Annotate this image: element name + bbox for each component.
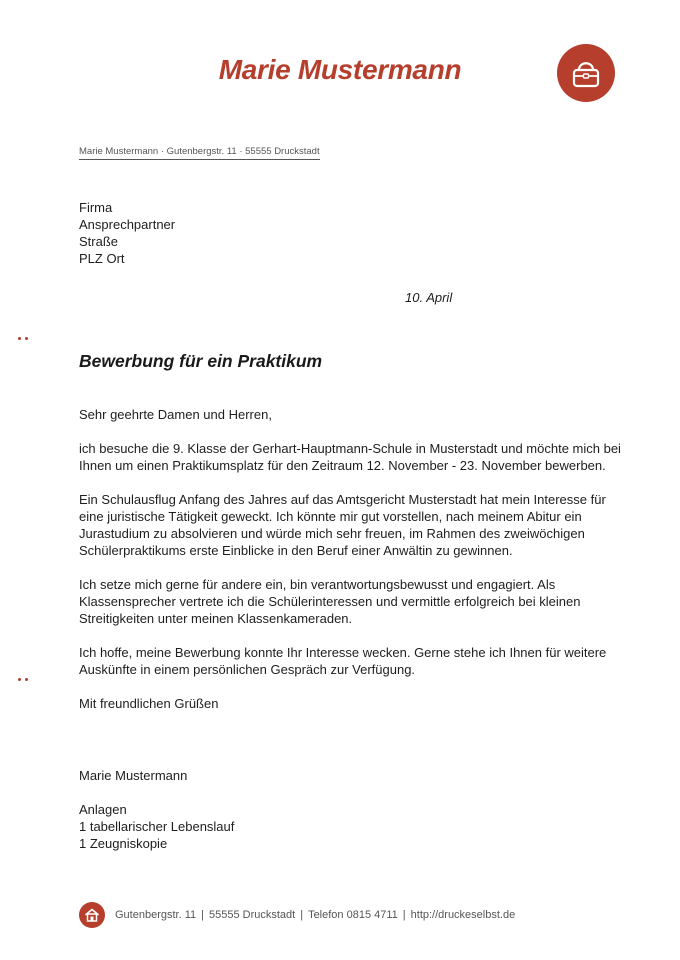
paragraph-line: Ich setze mich gerne für andere ein, bin verantwortungsbewusst und engagiert. Als <box>79 577 556 592</box>
paragraph-line: ich besuche die 9. Klasse der Gerhart-Hauptmann-Schule in Musterstadt und möchte mich bei <box>79 441 621 456</box>
paragraph-1 <box>79 440 639 474</box>
footer-separator: | <box>300 909 304 921</box>
recipient-city: PLZ Ort <box>79 251 125 266</box>
attachments-title: Anlagen <box>79 802 127 817</box>
paragraph-2 <box>79 491 639 559</box>
paragraph-line: eine juristische Tätigkeit geweckt. Ich könnte mir gut vorstellen, nach meinem Abitur ein <box>79 509 582 524</box>
letter-body <box>79 406 639 729</box>
letter-date: 10. April <box>405 290 453 305</box>
house-icon <box>79 902 105 928</box>
closing: Mit freundlichen Grüßen <box>79 696 219 711</box>
paragraph-line: Klassensprecher vertrete ich die Schülerinteressen und vermittle erfolgreich bei kleinen <box>79 594 581 609</box>
paragraph-3 <box>79 576 639 627</box>
footer-phone: Telefon 0815 4711 <box>308 909 398 921</box>
footer-city: 55555 Druckstadt <box>208 909 296 921</box>
paragraph-line: Ein Schulausflug Anfang des Jahres auf das Amtsgericht Musterstadt hat mein Interesse für <box>79 492 606 507</box>
paragraph-line: Auskünfte in einem persönlichen Gespräch zur Verfügung. <box>79 662 416 677</box>
logo-badge <box>557 44 615 102</box>
attachment-item: 1 tabellarischer Lebenslauf <box>79 819 235 834</box>
paragraph-line: Jurastudium zu absolvieren und würde mich sehr freuen, im Rahmen des zweiwöchigen <box>79 526 585 541</box>
paragraph-line: Streitigkeiten unter meinen Klassenkameraden. <box>79 611 353 626</box>
sender-address-line: Marie Mustermann · Gutenbergstr. 11 · 55555 Druckstadt <box>79 146 320 160</box>
fold-mark-bottom <box>18 678 30 682</box>
footer-separator: | <box>201 909 204 921</box>
recipient-company: Firma <box>79 200 113 215</box>
paragraph-line: Schülerpraktikums erste Einblicke in den Beruf einer Anwältin zu gewinnen. <box>79 543 513 558</box>
footer-badge <box>79 902 105 928</box>
recipient-street: Straße <box>79 234 119 249</box>
sender-name-heading: Marie Mustermann <box>218 54 462 85</box>
recipient-address <box>79 199 175 267</box>
paragraph-4 <box>79 644 639 678</box>
footer-website[interactable]: http://druckeselbst.de <box>410 909 516 921</box>
handbag-icon <box>557 44 615 102</box>
salutation: Sehr geehrte Damen und Herren, <box>79 407 272 422</box>
attachments <box>79 801 234 852</box>
fold-mark-top <box>18 337 30 341</box>
attachment-item: 1 Zeugniskopie <box>79 836 168 851</box>
footer-separator: | <box>402 909 406 921</box>
recipient-contact: Ansprechpartner <box>79 217 176 232</box>
letter-subject: Bewerbung für ein Praktikum <box>79 351 323 371</box>
paragraph-line: Ich hoffe, meine Bewerbung konnte Ihr Interesse wecken. Gerne stehe ich Ihnen für weitere <box>79 645 607 660</box>
footer-address: Gutenbergstr. 11 <box>115 909 197 921</box>
signature-name: Marie Mustermann <box>79 768 188 783</box>
paragraph-line: Ihnen um einen Praktikumsplatz für den Zeitraum 12. November - 23. November bewerben. <box>79 458 606 473</box>
footer <box>79 902 515 928</box>
